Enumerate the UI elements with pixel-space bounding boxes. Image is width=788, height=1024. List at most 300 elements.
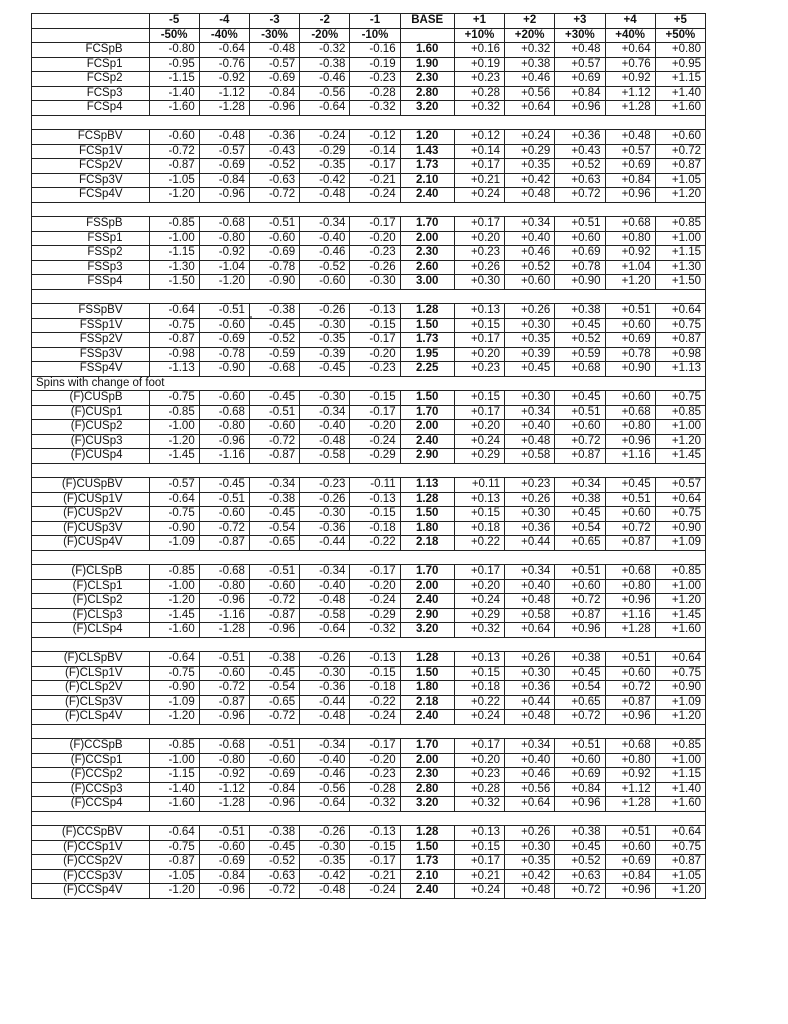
value-cell: +0.65	[555, 536, 605, 551]
value-cell: -0.96	[249, 797, 299, 812]
element-code-cell: FSSpB	[32, 217, 150, 232]
value-cell: +0.17	[454, 405, 504, 420]
value-cell: -1.20	[199, 275, 249, 290]
value-cell: +0.20	[454, 420, 504, 435]
element-code-cell: FSSpBV	[32, 304, 150, 319]
table-row	[32, 608, 706, 623]
value-cell: +0.92	[605, 72, 655, 87]
value-cell: +0.22	[454, 536, 504, 551]
value-cell: +0.24	[454, 434, 504, 449]
value-cell: +0.72	[555, 884, 605, 899]
value-cell: -0.15	[350, 840, 400, 855]
value-cell: +0.36	[505, 521, 555, 536]
table-row	[32, 565, 706, 580]
value-cell: -1.60	[149, 797, 199, 812]
value-cell: +0.64	[655, 652, 705, 667]
value-cell: -1.60	[149, 623, 199, 638]
value-cell: -0.52	[300, 260, 350, 275]
value-cell: -0.19	[350, 57, 400, 72]
header-corner-cell	[32, 14, 150, 29]
value-cell: -0.32	[300, 43, 350, 58]
value-cell: +1.16	[605, 449, 655, 464]
table-row	[32, 188, 706, 203]
spacer-cell	[32, 811, 706, 826]
value-cell: -0.72	[249, 188, 299, 203]
value-cell: +0.80	[605, 420, 655, 435]
value-cell: -1.15	[149, 246, 199, 261]
header-percent-cell: +30%	[555, 28, 605, 43]
base-value-cell: 1.73	[400, 333, 454, 348]
value-cell: +0.15	[454, 391, 504, 406]
value-cell: +1.28	[605, 101, 655, 116]
table-row	[32, 492, 706, 507]
value-cell: -0.72	[249, 884, 299, 899]
value-cell: -0.60	[199, 391, 249, 406]
value-cell: +0.48	[505, 884, 555, 899]
value-cell: -0.69	[199, 855, 249, 870]
value-cell: -0.57	[149, 478, 199, 493]
value-cell: -0.32	[350, 797, 400, 812]
value-cell: -1.00	[149, 579, 199, 594]
value-cell: +0.69	[605, 333, 655, 348]
value-cell: +1.20	[655, 594, 705, 609]
table-row	[32, 710, 706, 725]
value-cell: +0.35	[505, 159, 555, 174]
table-row	[32, 623, 706, 638]
value-cell: -0.78	[249, 260, 299, 275]
base-value-cell: 2.00	[400, 231, 454, 246]
value-cell: -1.15	[149, 72, 199, 87]
value-cell: +1.20	[655, 188, 705, 203]
value-cell: +0.60	[555, 579, 605, 594]
base-value-cell: 1.28	[400, 304, 454, 319]
value-cell: +0.90	[655, 521, 705, 536]
value-cell: +0.42	[505, 173, 555, 188]
value-cell: -0.17	[350, 405, 400, 420]
table-row	[32, 173, 706, 188]
header-step-cell: -3	[249, 14, 299, 29]
value-cell: +0.60	[605, 666, 655, 681]
value-cell: -0.75	[149, 507, 199, 522]
value-cell: +0.48	[605, 130, 655, 145]
value-cell: +0.46	[505, 72, 555, 87]
value-cell: -0.92	[199, 768, 249, 783]
value-cell: +0.69	[555, 72, 605, 87]
value-cell: +0.87	[655, 333, 705, 348]
value-cell: -0.60	[249, 231, 299, 246]
header-percent-cell: -10%	[350, 28, 400, 43]
base-value-cell: 1.90	[400, 57, 454, 72]
value-cell: -0.23	[350, 768, 400, 783]
value-cell: -0.38	[249, 826, 299, 841]
table-body	[32, 14, 706, 899]
value-cell: +0.38	[555, 652, 605, 667]
table-row	[32, 840, 706, 855]
value-cell: -0.60	[199, 318, 249, 333]
value-cell: -0.51	[249, 739, 299, 754]
value-cell: +0.30	[454, 275, 504, 290]
value-cell: +0.85	[655, 405, 705, 420]
value-cell: -0.60	[199, 840, 249, 855]
value-cell: +0.24	[454, 594, 504, 609]
value-cell: -0.45	[249, 840, 299, 855]
value-cell: +0.30	[505, 318, 555, 333]
value-cell: -0.96	[199, 594, 249, 609]
table-row	[32, 869, 706, 884]
base-value-cell: 1.50	[400, 318, 454, 333]
value-cell: -0.23	[350, 246, 400, 261]
value-cell: +0.46	[505, 246, 555, 261]
element-code-cell: (F)CCSpB	[32, 739, 150, 754]
value-cell: -0.44	[300, 536, 350, 551]
base-value-cell: 2.30	[400, 768, 454, 783]
value-cell: -0.90	[199, 362, 249, 377]
element-code-cell: (F)CLSp4V	[32, 710, 150, 725]
value-cell: -0.51	[249, 405, 299, 420]
spacer-cell	[32, 289, 706, 304]
element-code-cell: FSSp1	[32, 231, 150, 246]
value-cell: +1.40	[655, 782, 705, 797]
value-cell: +0.69	[605, 855, 655, 870]
value-cell: +0.11	[454, 478, 504, 493]
value-cell: +0.30	[505, 666, 555, 681]
value-cell: +0.15	[454, 840, 504, 855]
value-cell: -0.64	[149, 304, 199, 319]
value-cell: +0.24	[505, 130, 555, 145]
table-row	[32, 855, 706, 870]
value-cell: +0.20	[454, 347, 504, 362]
value-cell: +0.60	[505, 275, 555, 290]
value-cell: +0.40	[505, 579, 555, 594]
value-cell: +0.46	[505, 768, 555, 783]
value-cell: -0.11	[350, 478, 400, 493]
value-cell: +0.45	[555, 507, 605, 522]
table-row	[32, 521, 706, 536]
header-row-percents	[32, 28, 706, 43]
section-spacer-row	[32, 115, 706, 130]
table-row	[32, 43, 706, 58]
value-cell: -0.69	[249, 246, 299, 261]
value-cell: -0.26	[350, 260, 400, 275]
value-cell: -1.20	[149, 594, 199, 609]
value-cell: +0.63	[555, 869, 605, 884]
value-cell: +0.85	[655, 217, 705, 232]
value-cell: +0.18	[454, 681, 504, 696]
base-value-cell: 1.50	[400, 666, 454, 681]
value-cell: -1.05	[149, 869, 199, 884]
base-value-cell: 3.00	[400, 275, 454, 290]
element-code-cell: (F)CCSp2V	[32, 855, 150, 870]
value-cell: -0.69	[249, 768, 299, 783]
value-cell: +0.40	[505, 420, 555, 435]
value-cell: -0.60	[249, 420, 299, 435]
value-cell: +0.17	[454, 217, 504, 232]
value-cell: -0.13	[350, 492, 400, 507]
value-cell: +0.58	[505, 449, 555, 464]
base-value-cell: 1.28	[400, 492, 454, 507]
base-value-cell: 1.50	[400, 391, 454, 406]
table-row	[32, 753, 706, 768]
value-cell: +0.96	[555, 623, 605, 638]
value-cell: -0.51	[249, 217, 299, 232]
value-cell: -0.16	[350, 43, 400, 58]
value-cell: -0.64	[300, 101, 350, 116]
value-cell: +0.30	[505, 391, 555, 406]
value-cell: +0.96	[605, 594, 655, 609]
value-cell: -0.24	[350, 884, 400, 899]
value-cell: -0.84	[199, 173, 249, 188]
value-cell: +0.23	[454, 362, 504, 377]
value-cell: +0.51	[605, 652, 655, 667]
base-value-cell: 2.30	[400, 246, 454, 261]
value-cell: -0.68	[199, 405, 249, 420]
value-cell: +0.54	[555, 681, 605, 696]
value-cell: +1.45	[655, 608, 705, 623]
value-cell: +0.34	[555, 478, 605, 493]
table-row	[32, 304, 706, 319]
value-cell: -0.51	[199, 652, 249, 667]
value-cell: +1.28	[605, 623, 655, 638]
table-row	[32, 666, 706, 681]
table-row	[32, 579, 706, 594]
base-value-cell: 2.40	[400, 594, 454, 609]
section-spacer-row	[32, 724, 706, 739]
value-cell: +0.64	[505, 101, 555, 116]
element-code-cell: (F)CUSp4V	[32, 536, 150, 551]
value-cell: +0.51	[555, 565, 605, 580]
value-cell: -0.38	[300, 57, 350, 72]
value-cell: -0.63	[249, 869, 299, 884]
element-code-cell: (F)CUSp1	[32, 405, 150, 420]
element-code-cell: FCSp4	[32, 101, 150, 116]
value-cell: +0.68	[555, 362, 605, 377]
value-cell: +0.18	[454, 521, 504, 536]
value-cell: +0.29	[505, 144, 555, 159]
value-cell: +0.45	[505, 362, 555, 377]
value-cell: -1.40	[149, 86, 199, 101]
value-cell: -0.96	[199, 884, 249, 899]
value-cell: -0.40	[300, 579, 350, 594]
header-step-cell: +2	[505, 14, 555, 29]
value-cell: +0.60	[555, 753, 605, 768]
value-cell: +0.96	[605, 188, 655, 203]
value-cell: +1.28	[605, 797, 655, 812]
spacer-cell	[32, 202, 706, 217]
value-cell: +0.98	[655, 347, 705, 362]
element-code-cell: (F)CUSp2	[32, 420, 150, 435]
table-row	[32, 144, 706, 159]
value-cell: +0.13	[454, 652, 504, 667]
value-cell: -0.72	[199, 521, 249, 536]
table-row	[32, 72, 706, 87]
section-spacer-row	[32, 637, 706, 652]
value-cell: +0.23	[505, 478, 555, 493]
value-cell: +0.65	[555, 695, 605, 710]
base-value-cell: 1.28	[400, 652, 454, 667]
base-value-cell: 2.25	[400, 362, 454, 377]
element-code-cell: (F)CCSp4V	[32, 884, 150, 899]
value-cell: -0.20	[350, 420, 400, 435]
element-code-cell: (F)CLSp4	[32, 623, 150, 638]
table-row	[32, 246, 706, 261]
header-percent-cell: -30%	[249, 28, 299, 43]
value-cell: -0.80	[199, 231, 249, 246]
header-step-cell: -1	[350, 14, 400, 29]
value-cell: -0.68	[199, 565, 249, 580]
value-cell: -0.17	[350, 855, 400, 870]
value-cell: -1.00	[149, 420, 199, 435]
section-spacer-row	[32, 463, 706, 478]
value-cell: -0.64	[300, 797, 350, 812]
value-cell: +0.17	[454, 739, 504, 754]
table-row	[32, 884, 706, 899]
value-cell: +1.15	[655, 246, 705, 261]
value-cell: +0.45	[555, 318, 605, 333]
value-cell: -0.51	[249, 565, 299, 580]
value-cell: -0.32	[350, 101, 400, 116]
value-cell: -0.20	[350, 347, 400, 362]
value-cell: +0.52	[555, 855, 605, 870]
value-cell: -0.54	[249, 681, 299, 696]
value-cell: +0.85	[655, 739, 705, 754]
value-cell: +1.50	[655, 275, 705, 290]
element-code-cell: FSSp3V	[32, 347, 150, 362]
spacer-cell	[32, 115, 706, 130]
value-cell: -0.56	[300, 782, 350, 797]
value-cell: +0.48	[555, 43, 605, 58]
value-cell: -0.39	[300, 347, 350, 362]
value-cell: -0.45	[300, 362, 350, 377]
table-row	[32, 449, 706, 464]
value-cell: +0.92	[605, 246, 655, 261]
header-step-cell: +5	[655, 14, 705, 29]
value-cell: -0.23	[350, 362, 400, 377]
value-cell: +0.90	[555, 275, 605, 290]
value-cell: +1.20	[655, 884, 705, 899]
value-cell: -0.24	[350, 188, 400, 203]
value-cell: +0.24	[454, 188, 504, 203]
value-cell: -0.68	[249, 362, 299, 377]
value-cell: +0.90	[655, 681, 705, 696]
value-cell: +0.34	[505, 739, 555, 754]
value-cell: -0.60	[249, 753, 299, 768]
element-code-cell: FCSp1	[32, 57, 150, 72]
value-cell: -0.65	[249, 695, 299, 710]
table-row	[32, 260, 706, 275]
base-value-cell: 1.73	[400, 855, 454, 870]
value-cell: -0.51	[199, 304, 249, 319]
value-cell: +0.15	[454, 666, 504, 681]
value-cell: +0.19	[454, 57, 504, 72]
value-cell: -0.59	[249, 347, 299, 362]
value-cell: -0.30	[300, 507, 350, 522]
value-cell: -0.48	[300, 434, 350, 449]
base-value-cell: 1.50	[400, 840, 454, 855]
value-cell: +1.05	[655, 173, 705, 188]
value-cell: -0.87	[149, 855, 199, 870]
value-cell: -0.26	[300, 826, 350, 841]
header-step-cell: -4	[199, 14, 249, 29]
value-cell: +0.16	[454, 43, 504, 58]
value-cell: +0.80	[605, 231, 655, 246]
value-cell: -0.87	[199, 536, 249, 551]
base-value-cell: 2.18	[400, 695, 454, 710]
value-cell: -0.64	[149, 652, 199, 667]
value-cell: +0.58	[505, 608, 555, 623]
value-cell: +0.23	[454, 72, 504, 87]
element-code-cell: (F)CLSp3	[32, 608, 150, 623]
section-note-row	[32, 376, 706, 391]
value-cell: -0.64	[149, 492, 199, 507]
value-cell: +0.68	[605, 565, 655, 580]
value-cell: -0.96	[199, 434, 249, 449]
value-cell: +0.21	[454, 173, 504, 188]
value-cell: -0.30	[300, 666, 350, 681]
value-cell: -0.72	[249, 710, 299, 725]
value-cell: +0.69	[555, 246, 605, 261]
value-cell: +0.78	[555, 260, 605, 275]
value-cell: +0.42	[505, 869, 555, 884]
value-cell: +0.85	[655, 565, 705, 580]
header-percent-cell: +20%	[505, 28, 555, 43]
value-cell: -0.36	[249, 130, 299, 145]
value-cell: +0.56	[505, 782, 555, 797]
value-cell: +0.84	[555, 86, 605, 101]
header-percent-cell: +50%	[655, 28, 705, 43]
value-cell: +0.29	[454, 608, 504, 623]
value-cell: -0.87	[149, 159, 199, 174]
value-cell: +0.34	[505, 217, 555, 232]
value-cell: -0.72	[249, 594, 299, 609]
value-cell: -0.20	[350, 579, 400, 594]
element-code-cell: (F)CUSp4	[32, 449, 150, 464]
header-base-cell: BASE	[400, 14, 454, 29]
value-cell: -0.17	[350, 739, 400, 754]
element-code-cell: FCSpBV	[32, 130, 150, 145]
value-cell: +0.72	[655, 144, 705, 159]
value-cell: -0.12	[350, 130, 400, 145]
value-cell: +0.52	[555, 333, 605, 348]
base-value-cell: 1.95	[400, 347, 454, 362]
element-code-cell: FSSp2	[32, 246, 150, 261]
element-code-cell: (F)CCSp3	[32, 782, 150, 797]
spacer-cell	[32, 637, 706, 652]
value-cell: +0.75	[655, 840, 705, 855]
value-cell: +0.51	[555, 405, 605, 420]
table-row	[32, 594, 706, 609]
value-cell: +0.32	[454, 623, 504, 638]
value-cell: +0.72	[555, 188, 605, 203]
element-code-cell: (F)CCSp2	[32, 768, 150, 783]
value-cell: -0.60	[300, 275, 350, 290]
value-cell: -0.48	[249, 43, 299, 58]
value-cell: +0.96	[555, 101, 605, 116]
value-cell: +0.72	[605, 681, 655, 696]
value-cell: +0.28	[454, 86, 504, 101]
value-cell: -0.21	[350, 173, 400, 188]
value-cell: +0.52	[505, 260, 555, 275]
section-spacer-row	[32, 289, 706, 304]
value-cell: -1.20	[149, 884, 199, 899]
value-cell: -0.24	[350, 594, 400, 609]
value-cell: +0.69	[605, 159, 655, 174]
base-value-cell: 1.70	[400, 217, 454, 232]
value-cell: +0.51	[605, 304, 655, 319]
table-row	[32, 159, 706, 174]
value-cell: -1.60	[149, 101, 199, 116]
base-value-cell: 2.10	[400, 869, 454, 884]
element-code-cell: (F)CUSp1V	[32, 492, 150, 507]
